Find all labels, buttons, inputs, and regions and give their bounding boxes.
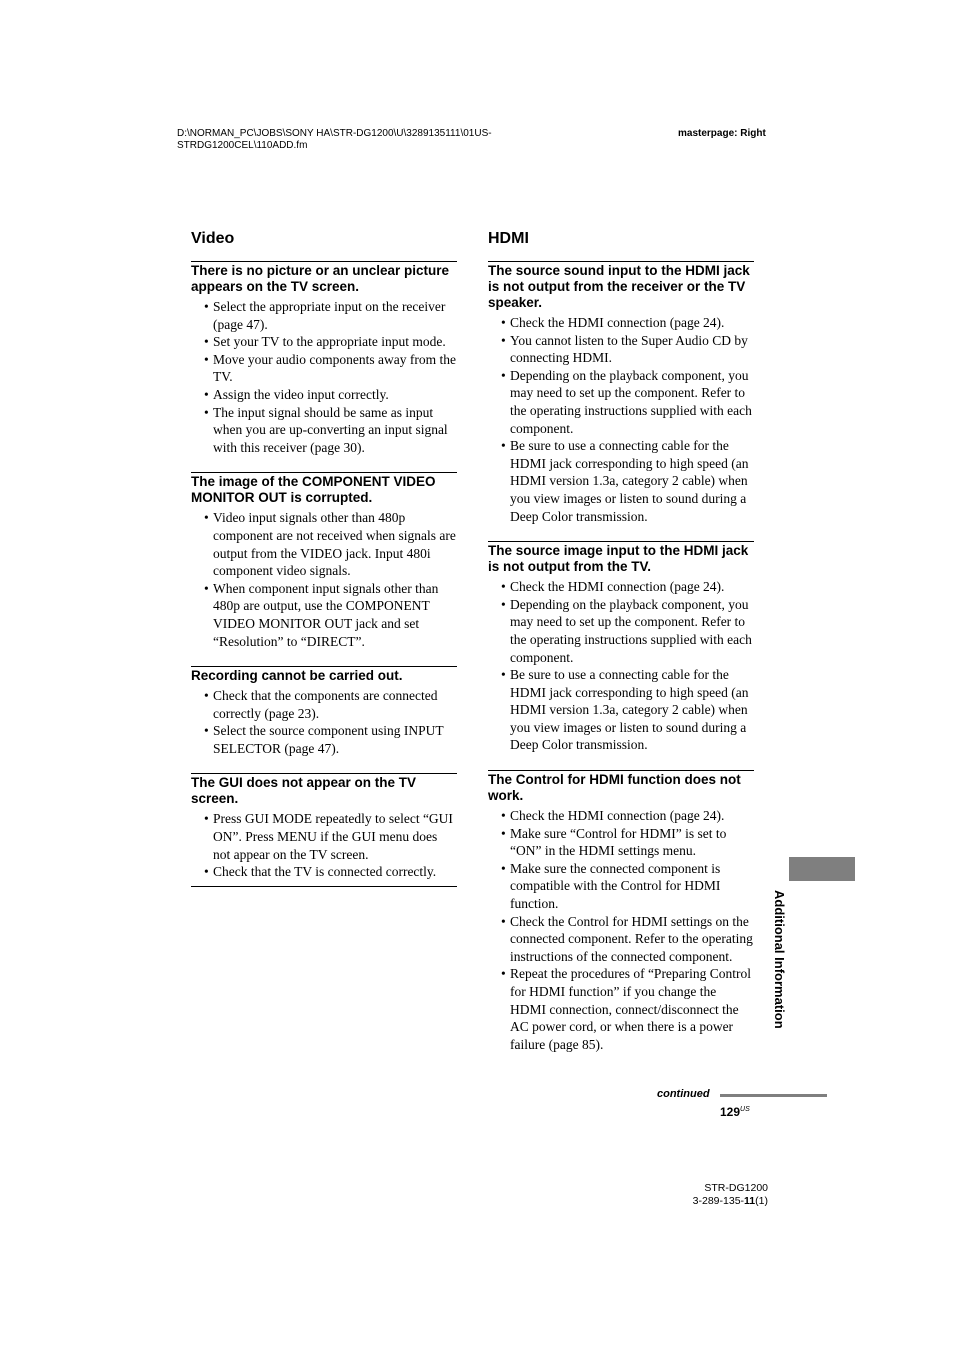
item-list [191, 687, 457, 757]
list-item: • Check the HDMI connection (page 24). [488, 314, 754, 332]
list-item: • Check the HDMI connection (page 24). [488, 807, 754, 825]
list-item: • Depending on the playback component, you may need to set up the component. Refer to the operating instructions supplied with each component. [488, 367, 754, 437]
item-list [488, 807, 754, 1053]
side-tab-label: Additional Information [772, 890, 787, 1029]
file-path-line-2: STRDG1200CEL\110ADD.fm [177, 140, 308, 151]
continued-rule [720, 1094, 827, 1097]
list-item: • Check that the components are connected correctly (page 23). [191, 687, 457, 722]
footer [693, 1182, 768, 1208]
topic-title: There is no picture or an unclear picture appears on the TV screen. [191, 263, 450, 294]
topic-recording [191, 666, 457, 757]
list-item: • Move your audio components away from the TV. [191, 351, 457, 386]
file-path-header [177, 128, 492, 152]
item-list [488, 578, 754, 754]
list-item: • Select the appropriate input on the receiver (page 47). [191, 298, 457, 333]
hdmi-section [488, 229, 754, 1069]
topic-gui [191, 773, 457, 880]
list-item: • Check that the TV is connected correctly. [191, 863, 457, 881]
topic-sound-not-output [488, 261, 754, 525]
topic-title: The GUI does not appear on the TV screen. [191, 775, 417, 807]
footer-code [693, 1195, 768, 1208]
file-path-line-1: D:\NORMAN_PC\JOBS\SONY HA\STR-DG1200\U\3289135111\01US- [177, 128, 492, 139]
topic-image-not-output [488, 541, 754, 754]
continued-label: continued [657, 1088, 710, 1100]
side-tab-marker [789, 857, 855, 881]
footer-model: STR-DG1200 [704, 1182, 768, 1194]
item-list [191, 509, 457, 650]
footer-code-prefix: 3-289-135- [692, 1195, 745, 1207]
topic-control-for-hdmi [488, 770, 754, 1053]
topic-title: The source sound input to the HDMI jack is not output from the receiver or the TV speaker. [488, 263, 750, 310]
list-item: • Select the source component using INPUT SELECTOR (page 47). [191, 722, 457, 757]
list-item: • Make sure the connected component is compatible with the Control for HDMI function. [488, 860, 754, 913]
item-list [191, 810, 457, 880]
topic-title: The image of the COMPONENT VIDEO MONITOR OUT is corrupted. [191, 474, 436, 506]
list-item: • Depending on the playback component, you may need to set up the component. Refer to the operating instructions supplied with each component. [488, 596, 754, 666]
topic-no-picture [191, 261, 457, 456]
list-item: • Check the HDMI connection (page 24). [488, 578, 754, 596]
list-item: • Be sure to use a connecting cable for the HDMI jack corresponding to high speed (an HDMI version 1.3a, category 2 cable) when you view images or listen to sound during a Deep Color transmission. [488, 666, 754, 754]
topic-title: The Control for HDMI function does not work. [488, 772, 741, 804]
topic-title: Recording cannot be carried out. [191, 668, 403, 684]
page-number-suffix: US [740, 1106, 750, 1113]
list-item: • Set your TV to the appropriate input mode. [191, 333, 457, 351]
page-number [720, 1103, 750, 1119]
footer-code-suffix: (1) [755, 1195, 768, 1207]
list-item: • You cannot listen to the Super Audio CD by connecting HDMI. [488, 332, 754, 367]
list-item: • Repeat the procedures of “Preparing Control for HDMI function” if you change the HDMI connection, connect/disconnect the AC power cord, or when there is a power failure (page 85). [488, 965, 754, 1053]
topic-title: The source image input to the HDMI jack is not output from the TV. [488, 543, 749, 575]
list-item: • Be sure to use a connecting cable for the HDMI jack corresponding to high speed (an HDMI version 1.3a, category 2 cable) when you view images or listen to sound during a Deep Color transmission. [488, 437, 754, 525]
list-item: • When component input signals other than 480p are output, use the COMPONENT VIDEO MONITOR OUT jack and set “Resolution” to “DIRECT”. [191, 580, 457, 650]
footer-code-bold: 11 [744, 1195, 756, 1207]
list-item: • Video input signals other than 480p component are not received when signals are output from the VIDEO jack. Input 480i component video signals. [191, 509, 457, 579]
list-item: • Check the Control for HDMI settings on the connected component. Refer to the operating instructions of the connected component. [488, 913, 754, 966]
section-title-video: Video [191, 230, 235, 247]
topic-component-corrupted [191, 472, 457, 650]
list-item: • Make sure “Control for HDMI” is set to “ON” in the HDMI settings menu. [488, 825, 754, 860]
item-list [191, 298, 457, 456]
page-number-value: 129 [720, 1105, 741, 1119]
list-item: • Press GUI MODE repeatedly to select “GUI ON”. Press MENU if the GUI menu does not appear on the TV screen. [191, 810, 457, 863]
list-item: • The input signal should be same as input when you are up-converting an input signal with this receiver (page 30). [191, 404, 457, 457]
video-section [191, 229, 457, 887]
masterpage-label: masterpage: Right [678, 128, 766, 139]
section-end-rule [191, 886, 457, 887]
section-title-hdmi: HDMI [488, 230, 529, 247]
list-item: • Assign the video input correctly. [191, 386, 457, 404]
item-list [488, 314, 754, 525]
